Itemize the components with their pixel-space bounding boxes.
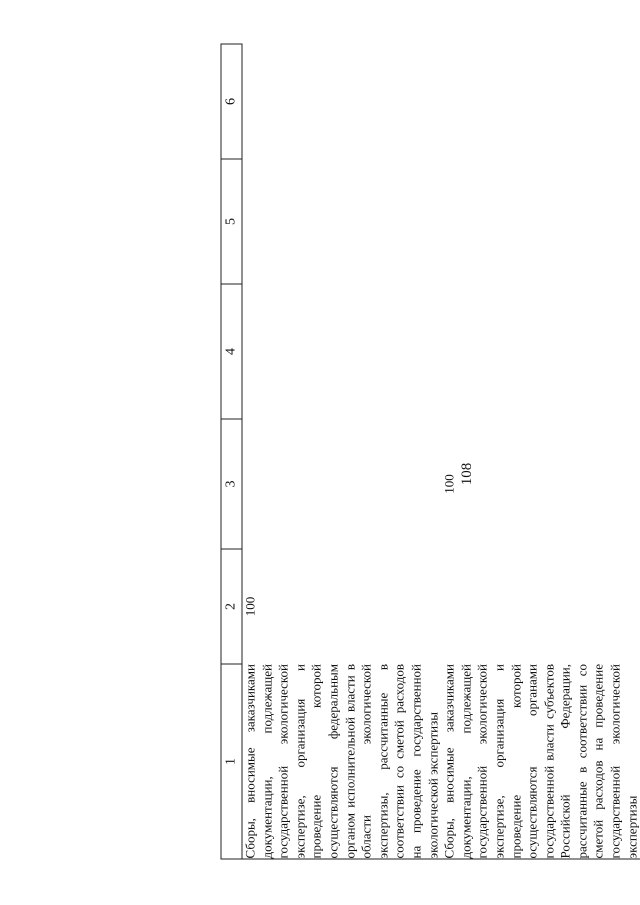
row-value-col3: 100 [441,474,457,494]
row-value-col4 [442,284,640,419]
column-header-3: 3 [221,419,242,549]
column-header-1: 1 [221,664,242,859]
table-row [242,44,442,859]
column-header-6: 6 [221,44,242,159]
table-row [442,44,640,859]
row-value-col4 [242,284,442,419]
fee-distribution-table [221,44,640,860]
row-value-col2: 100 [242,596,258,617]
row-value-col6 [442,44,640,159]
page-number: 108 [459,462,475,486]
row-value-col6 [242,44,442,159]
row-value-col5 [442,159,640,284]
row-value-col3 [242,419,442,549]
row-description: Сборы, вносимые заказчиками документации, подлежащей государственной экологической экспертизе, организация и проведение которой осуществляются органами государственной власти субъектов Российской Федерации, рассчитанные в соответствии со сметой расходов на проведение государственной экологической экспертизы [441,664,640,859]
row-description: Сборы, вносимые заказчиками документации, подлежащей государственной экологической экспертизе, организация и проведение которой осуществляются федеральным органом исполнительной власти в области экологической экспертизы, рассчитанные в соответствии со сметой расходов на проведение государственной экологической экспертизы [242,664,441,859]
row-value-col5 [242,159,442,284]
column-header-2: 2 [221,549,242,664]
table-header-row [221,44,242,859]
column-header-5: 5 [221,159,242,284]
column-header-4: 4 [221,284,242,419]
row-value-col2 [442,549,640,664]
